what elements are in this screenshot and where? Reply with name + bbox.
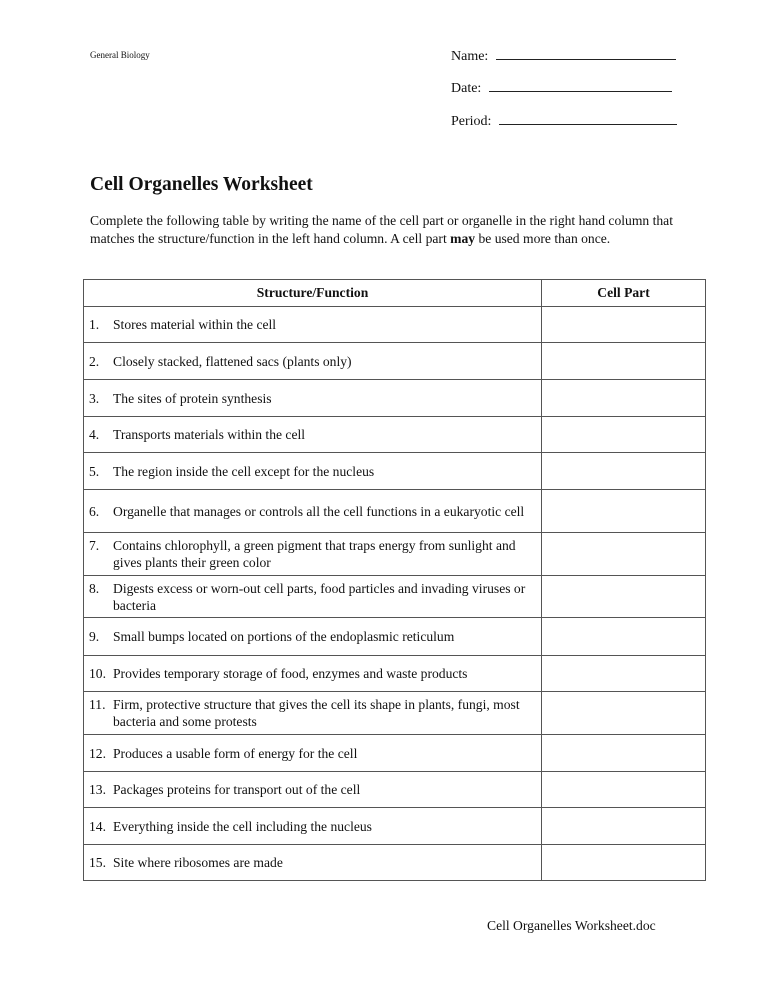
structure-function-cell [84, 417, 542, 453]
item-description: Packages proteins for transport out of the cell [113, 782, 361, 797]
period-label: Period: [451, 114, 492, 129]
item-number: 3. [89, 390, 100, 406]
table-header-row [84, 280, 706, 307]
item-number: 4. [89, 427, 100, 442]
name-field [451, 45, 676, 65]
structure-function-cell [84, 490, 542, 533]
item-number: 5. [89, 463, 100, 479]
cell-part-answer[interactable] [542, 576, 706, 618]
cell-part-answer[interactable] [542, 735, 706, 772]
cell-part-answer[interactable] [542, 417, 706, 453]
cell-part-answer[interactable] [542, 533, 706, 576]
item-number: 15. [89, 855, 106, 870]
item-description: Provides temporary storage of food, enzymes and waste products [113, 666, 468, 681]
structure-function-cell [84, 533, 542, 576]
cell-part-answer[interactable] [542, 692, 706, 735]
item-number: 2. [89, 353, 100, 369]
cell-part-answer[interactable] [542, 380, 706, 417]
item-description: Small bumps located on portions of the endoplasmic reticulum [113, 629, 455, 644]
date-label: Date: [451, 81, 482, 96]
item-description: Everything inside the cell including the nucleus [113, 818, 372, 834]
date-input-line[interactable] [489, 77, 672, 92]
structure-function-cell [84, 656, 542, 692]
cell-part-answer[interactable] [542, 490, 706, 533]
instructions [90, 212, 700, 248]
cell-part-answer[interactable] [542, 845, 706, 881]
cell-part-answer[interactable] [542, 307, 706, 343]
table-row [84, 453, 706, 490]
item-number: 14. [89, 818, 106, 834]
cell-part-answer[interactable] [542, 656, 706, 692]
footer-filename: Cell Organelles Worksheet.doc [487, 918, 656, 933]
item-number: 9. [89, 629, 100, 644]
item-number: 8. [89, 580, 100, 596]
structure-function-cell [84, 453, 542, 490]
date-field [451, 77, 672, 97]
course-label: General Biology [90, 50, 150, 60]
table-row [84, 618, 706, 656]
table-row [84, 576, 706, 618]
item-description: Contains chlorophyll, a green pigment that traps energy from sunlight and gives plants their green color [113, 538, 516, 570]
instructions-emphasis: may [450, 231, 476, 246]
item-description: Stores material within the cell [113, 317, 277, 332]
item-number: 10. [89, 666, 106, 681]
structure-function-cell [84, 380, 542, 417]
table-row [84, 656, 706, 692]
period-input-line[interactable] [499, 110, 677, 125]
structure-function-cell [84, 307, 542, 343]
table-row [84, 692, 706, 735]
item-description: Site where ribosomes are made [113, 855, 283, 870]
name-input-line[interactable] [496, 45, 676, 60]
table-row [84, 380, 706, 417]
structure-function-cell [84, 618, 542, 656]
structure-function-cell [84, 343, 542, 380]
item-description: Produces a usable form of energy for the cell [113, 745, 358, 761]
name-label: Name: [451, 49, 489, 64]
structure-function-cell [84, 692, 542, 735]
item-description: Digests excess or worn-out cell parts, food particles and invading viruses or bacteria [113, 580, 526, 613]
column-header-cell-part: Cell Part [542, 280, 706, 307]
table-row [84, 307, 706, 343]
item-description: Transports materials within the cell [113, 427, 306, 442]
period-field [451, 110, 677, 130]
cell-part-answer[interactable] [542, 772, 706, 808]
item-description: The sites of protein synthesis [113, 390, 272, 406]
page-title: Cell Organelles Worksheet [90, 174, 313, 195]
item-number: 7. [89, 538, 100, 553]
structure-function-cell [84, 772, 542, 808]
table-row [84, 808, 706, 845]
item-description: The region inside the cell except for the nucleus [113, 463, 375, 479]
item-description: Organelle that manages or controls all the cell functions in a eukaryotic cell [113, 503, 525, 519]
table-row [84, 417, 706, 453]
item-number: 13. [89, 782, 106, 797]
table-row [84, 772, 706, 808]
instructions-text-1: Complete the following table by writing the name of the cell part or organelle in the right hand column that matches the structure/function in the left hand column. A cell part [90, 213, 673, 246]
table-row [84, 343, 706, 380]
item-number: 12. [89, 745, 106, 761]
structure-function-cell [84, 576, 542, 618]
instructions-text-2: be used more than once. [475, 231, 611, 246]
cell-part-answer[interactable] [542, 343, 706, 380]
cell-part-answer[interactable] [542, 453, 706, 490]
cell-part-answer[interactable] [542, 618, 706, 656]
structure-function-cell [84, 808, 542, 845]
table-row [84, 533, 706, 576]
table-row [84, 735, 706, 772]
table-row [84, 845, 706, 881]
item-number: 6. [89, 503, 100, 519]
column-header-structure-function: Structure/Function [84, 280, 542, 307]
cell-part-answer[interactable] [542, 808, 706, 845]
item-description: Closely stacked, flattened sacs (plants only) [113, 353, 352, 369]
item-number: 1. [89, 317, 100, 332]
structure-function-cell [84, 735, 542, 772]
table-row [84, 490, 706, 533]
structure-function-cell [84, 845, 542, 881]
organelles-table [83, 279, 706, 881]
item-number: 11. [89, 697, 106, 712]
item-description: Firm, protective structure that gives the cell its shape in plants, fungi, most bacteria and some protests [113, 697, 520, 729]
